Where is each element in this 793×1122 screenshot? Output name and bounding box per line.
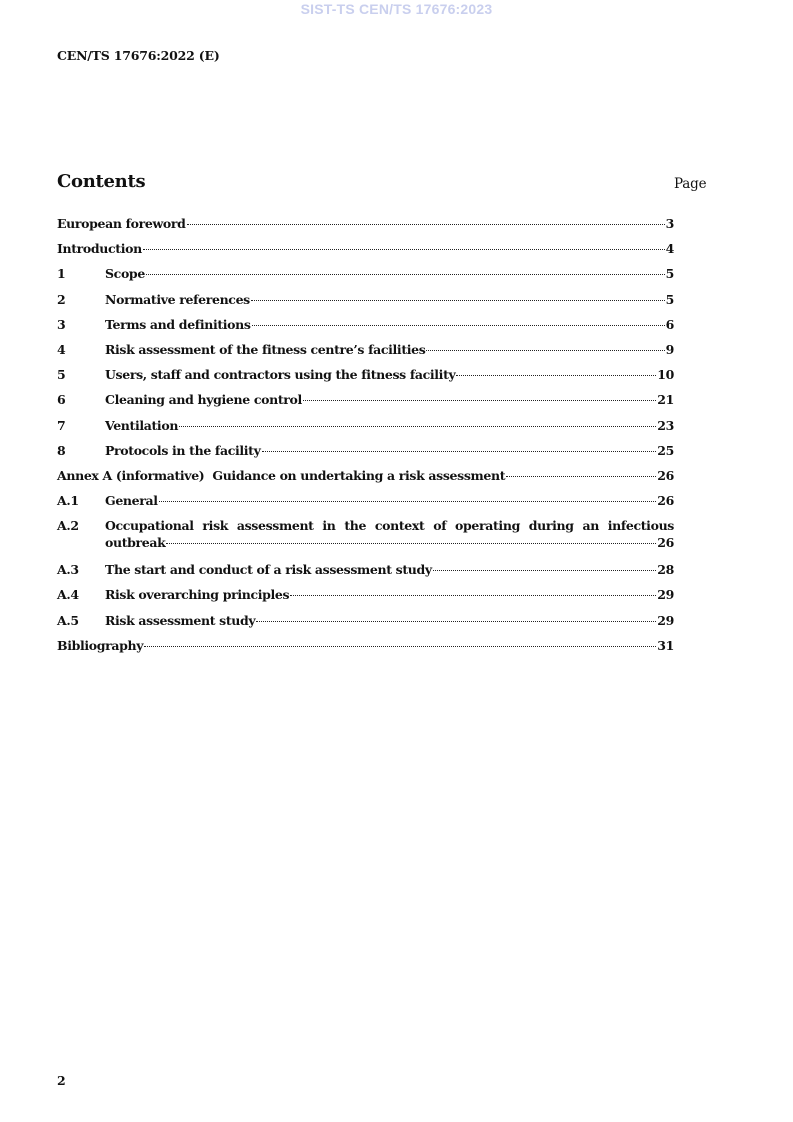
toc-entry-bibliography[interactable]	[57, 638, 674, 663]
toc-entry-page: 6	[665, 316, 674, 332]
toc-dot-leader	[144, 646, 656, 647]
toc-entry-label: Risk assessment study	[105, 612, 256, 628]
toc-entry-ventilation[interactable]	[57, 418, 674, 443]
toc-entry-normative-references[interactable]	[57, 292, 674, 317]
table-of-contents	[57, 216, 674, 663]
toc-entry-page: 5	[665, 291, 674, 307]
toc-entry-page: 23	[657, 417, 674, 433]
toc-entry-number: 5	[57, 367, 66, 383]
toc-entry-page: 4	[665, 241, 674, 257]
toc-entry-users-staff-contractors[interactable]	[57, 367, 674, 392]
toc-entry-label: Annex A (informative) Guidance on undertaking a risk assessment	[57, 467, 506, 483]
toc-dot-leader	[251, 300, 665, 301]
toc-dot-leader	[256, 621, 656, 622]
toc-entry-label: Ventilation	[105, 417, 179, 433]
toc-entry-page: 21	[657, 392, 674, 408]
toc-entry-a5-risk-study[interactable]	[57, 613, 674, 638]
toc-entry-label: Cleaning and hygiene control	[105, 392, 302, 408]
document-id-header: CEN/TS 17676:2022 (E)	[57, 48, 220, 63]
toc-entry-label: Normative references	[105, 291, 250, 307]
toc-entry-number: 2	[57, 291, 66, 307]
toc-entry-a3-start-and-conduct[interactable]	[57, 562, 674, 587]
toc-entry-label: Risk overarching principles	[105, 587, 290, 603]
toc-entry-page: 10	[657, 367, 674, 383]
toc-entry-page: 29	[657, 587, 674, 603]
toc-entry-protocols[interactable]	[57, 443, 674, 468]
toc-entry-number: 4	[57, 341, 66, 357]
watermark: SIST-TS CEN/TS 17676:2023	[300, 1, 493, 17]
toc-entry-label-continued: outbreak	[105, 535, 166, 551]
toc-dot-leader	[252, 325, 665, 326]
toc-dot-leader	[159, 501, 657, 502]
toc-entry-label: Users, staff and contractors using the fitness facility	[105, 367, 456, 383]
toc-entry-label: Bibliography	[57, 637, 144, 653]
toc-entry-label: Introduction	[57, 241, 142, 257]
toc-dot-leader	[290, 595, 656, 596]
toc-entry-line	[57, 518, 674, 533]
toc-entry-label: Risk assessment of the fitness centre’s facilities	[105, 341, 426, 357]
toc-entry-line	[57, 535, 674, 550]
toc-entry-european-foreword[interactable]	[57, 216, 674, 241]
page-column-label: Page	[674, 176, 707, 192]
toc-dot-leader	[506, 476, 656, 477]
toc-dot-leader	[179, 426, 656, 427]
toc-entry-label: European foreword	[57, 216, 186, 231]
toc-entry-number: A.5	[57, 612, 79, 628]
toc-entry-cleaning-hygiene[interactable]	[57, 392, 674, 417]
toc-entry-page: 28	[657, 562, 674, 578]
toc-entry-a1-general[interactable]	[57, 493, 674, 518]
toc-entry-page: 26	[657, 535, 674, 551]
toc-dot-leader	[146, 274, 665, 275]
toc-entry-label: Terms and definitions	[105, 316, 251, 332]
toc-entry-page: 5	[665, 266, 674, 282]
toc-entry-introduction[interactable]	[57, 241, 674, 266]
toc-entry-label: Scope	[105, 266, 145, 282]
page-number: 2	[57, 1073, 66, 1088]
toc-entry-label: Protocols in the facility	[105, 442, 261, 458]
toc-dot-leader	[166, 543, 656, 544]
toc-entry-page: 9	[665, 341, 674, 357]
toc-dot-leader	[426, 350, 664, 351]
toc-entry-number: A.1	[57, 493, 79, 509]
toc-dot-leader	[262, 451, 657, 452]
toc-entry-risk-assessment-facilities[interactable]	[57, 342, 674, 367]
toc-dot-leader	[456, 375, 656, 376]
toc-entry-label: General	[105, 493, 158, 509]
toc-entry-number: 1	[57, 266, 66, 282]
toc-entry-label: Occupational risk assessment in the context of operating during an infectious	[105, 518, 674, 534]
toc-dot-leader	[433, 570, 656, 571]
toc-entry-number: 6	[57, 392, 66, 408]
toc-dot-leader	[187, 224, 665, 225]
toc-entry-page: 3	[665, 216, 674, 231]
toc-entry-terms-and-definitions[interactable]	[57, 317, 674, 342]
toc-entry-number: 3	[57, 316, 66, 332]
toc-entry-page: 29	[657, 612, 674, 628]
toc-entry-number: 8	[57, 442, 66, 458]
toc-dot-leader	[303, 400, 656, 401]
toc-entry-label: The start and conduct of a risk assessment study	[105, 562, 432, 578]
toc-entry-page: 25	[657, 442, 674, 458]
toc-entry-scope[interactable]	[57, 266, 674, 291]
toc-entry-page: 31	[657, 637, 674, 653]
toc-entry-number: A.3	[57, 562, 79, 578]
toc-entry-number: A.2	[57, 518, 79, 534]
toc-entry-page: 26	[657, 493, 674, 509]
toc-entry-number: 7	[57, 417, 66, 433]
toc-entry-number: A.4	[57, 587, 79, 603]
toc-entry-a2-occupational-risk[interactable]	[57, 518, 674, 562]
toc-entry-page: 26	[657, 467, 674, 483]
toc-entry-annex-a[interactable]	[57, 468, 674, 493]
contents-heading: Contents	[57, 171, 146, 192]
toc-dot-leader	[143, 249, 665, 250]
toc-entry-a4-risk-principles[interactable]	[57, 587, 674, 612]
